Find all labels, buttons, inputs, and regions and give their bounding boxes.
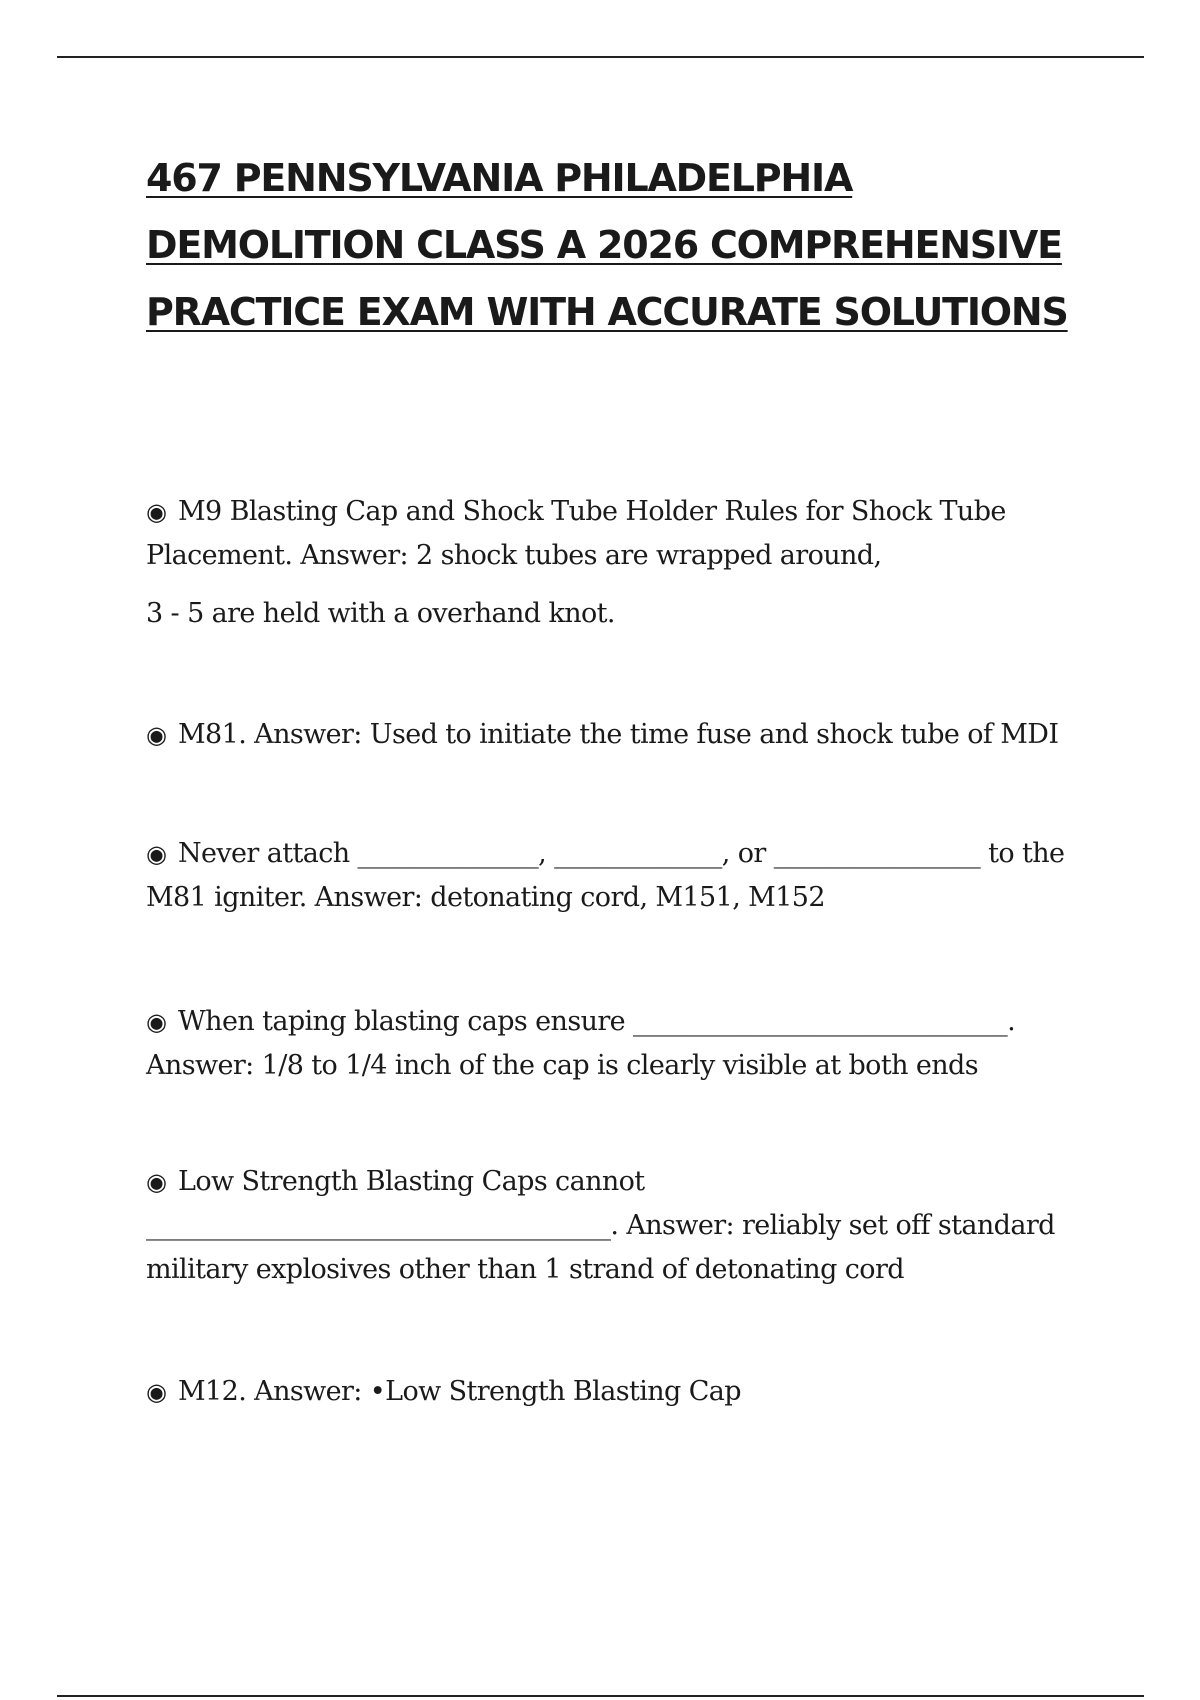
qa-item-2-text: M81. Answer: Used to initiate the time fuse and shock tube of MDI bbox=[178, 719, 1059, 750]
radio-bullet-icon: ◉ bbox=[146, 721, 167, 749]
qa-item-2 bbox=[146, 713, 1086, 757]
qa-item-6-text: M12. Answer: •Low Strength Blasting Cap bbox=[178, 1376, 741, 1407]
document-title-text: 467 PENNSYLVANIA PHILADELPHIA DEMOLITION CLASS A 2026 COMPREHENSIVE PRACTICE EXAM WITH ACCURATE SOLUTIONS bbox=[146, 156, 1068, 334]
qa-item-4 bbox=[146, 1000, 1086, 1088]
radio-bullet-icon: ◉ bbox=[146, 1008, 167, 1036]
qa-item-1-continuation: 3 - 5 are held with a overhand knot. bbox=[146, 598, 615, 629]
radio-bullet-icon: ◉ bbox=[146, 840, 167, 868]
qa-item-6 bbox=[146, 1370, 1086, 1414]
qa-item-1 bbox=[146, 490, 1086, 636]
radio-bullet-icon: ◉ bbox=[146, 1378, 167, 1406]
top-divider bbox=[57, 56, 1144, 58]
bottom-divider bbox=[57, 1695, 1144, 1697]
qa-item-4-text: When taping blasting caps ensure _____________________________. Answer: 1/8 to 1/4 inch of the cap is clearly visible at both ends bbox=[146, 1006, 1016, 1081]
qa-item-5 bbox=[146, 1160, 1086, 1292]
qa-item-3-text: Never attach ______________, _____________, or ________________ to the M81 igniter. Answer: detonating cord, M151, M152 bbox=[146, 838, 1065, 913]
radio-bullet-icon: ◉ bbox=[146, 498, 167, 526]
qa-item-3 bbox=[146, 832, 1086, 920]
qa-item-5-text: Low Strength Blasting Caps cannot ____________________________________. Answer: reliably set off standard military explosives other than 1 strand of detonating cord bbox=[146, 1166, 1055, 1285]
radio-bullet-icon: ◉ bbox=[146, 1168, 167, 1196]
document-title bbox=[146, 145, 1106, 346]
qa-item-1-text: M9 Blasting Cap and Shock Tube Holder Rules for Shock Tube Placement. Answer: 2 shock tubes are wrapped around, bbox=[146, 496, 1006, 571]
